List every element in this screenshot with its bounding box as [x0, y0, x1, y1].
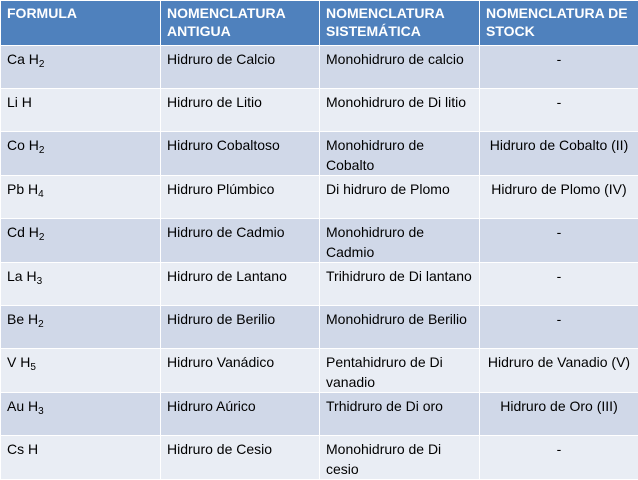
header-row — [1, 1, 638, 46]
nomenclatura-stock-cell: Hidruro de Vanadio (V) — [480, 349, 638, 393]
table-row — [1, 176, 638, 219]
formula-cell — [1, 46, 161, 89]
formula-symbol: Ca H — [7, 51, 39, 67]
formula-symbol: Cs H — [7, 441, 38, 457]
header-formula: FORMULA — [1, 1, 161, 46]
formula-cell — [1, 393, 161, 436]
formula-subscript: 2 — [39, 232, 45, 243]
formula-symbol: V H — [7, 354, 30, 370]
nomenclatura-antigua-cell: Hidruro de Litio — [161, 89, 320, 132]
nomenclatura-stock-cell: - — [480, 263, 638, 306]
formula-symbol: La H — [7, 268, 37, 284]
table-row — [1, 393, 638, 436]
formula-subscript: 2 — [39, 59, 45, 70]
table-row — [1, 89, 638, 132]
nomenclatura-sistematica-cell: Monohidruro de Cadmio — [320, 219, 480, 263]
formula-cell — [1, 176, 161, 219]
formula-symbol: Au H — [7, 398, 38, 414]
table-row — [1, 306, 638, 349]
formula-symbol: Pb H — [7, 181, 38, 197]
nomenclatura-antigua-cell: Hidruro de Cesio — [161, 436, 320, 480]
formula-symbol: Li H — [7, 94, 32, 110]
nomenclatura-antigua-cell: Hidruro Cobaltoso — [161, 132, 320, 176]
nomenclatura-stock-cell: Hidruro de Plomo (IV) — [480, 176, 638, 219]
formula-subscript: 4 — [38, 189, 44, 200]
formula-cell — [1, 219, 161, 263]
nomenclatura-sistematica-cell: Monohidruro de Di litio — [320, 89, 480, 132]
formula-symbol: Cd H — [7, 224, 39, 240]
formula-cell — [1, 132, 161, 176]
table-row — [1, 263, 638, 306]
nomenclatura-antigua-cell: Hidruro de Berilio — [161, 306, 320, 349]
formula-cell — [1, 436, 161, 480]
nomenclatura-antigua-cell: Hidruro Aúrico — [161, 393, 320, 436]
nomenclatura-sistematica-cell: Trhidruro de Di oro — [320, 393, 480, 436]
nomenclatura-stock-cell: - — [480, 306, 638, 349]
formula-cell — [1, 306, 161, 349]
nomenclatura-antigua-cell: Hidruro Vanádico — [161, 349, 320, 393]
formula-subscript: 5 — [30, 362, 36, 373]
nomenclatura-stock-cell: - — [480, 436, 638, 480]
formula-cell — [1, 263, 161, 306]
nomenclatura-antigua-cell: Hidruro de Calcio — [161, 46, 320, 89]
nomenclatura-sistematica-cell: Di hidruro de Plomo — [320, 176, 480, 219]
table-row — [1, 436, 638, 480]
nomenclatura-sistematica-cell: Pentahidruro de Di vanadio — [320, 349, 480, 393]
nomenclatura-stock-cell: Hidruro de Cobalto (II) — [480, 132, 638, 176]
nomenclatura-stock-cell: - — [480, 219, 638, 263]
nomenclatura-sistematica-cell: Monohidruro de Cobalto — [320, 132, 480, 176]
table-row — [1, 132, 638, 176]
header-nomenclatura-stock: NOMENCLATURA DE STOCK — [480, 1, 638, 46]
formula-symbol: Be H — [7, 311, 38, 327]
nomenclatura-antigua-cell: Hidruro Plúmbico — [161, 176, 320, 219]
formula-symbol: Co H — [7, 137, 39, 153]
table-body — [1, 46, 638, 480]
formula-subscript: 3 — [37, 276, 43, 287]
nomenclatura-sistematica-cell: Monohidruro de Di cesio — [320, 436, 480, 480]
nomenclatura-antigua-cell: Hidruro de Cadmio — [161, 219, 320, 263]
table-row — [1, 219, 638, 263]
header-nomenclatura-sistematica: NOMENCLATURA SISTEMÁTICA — [320, 1, 480, 46]
header-nomenclatura-antigua: NOMENCLATURA ANTIGUA — [161, 1, 320, 46]
table-row — [1, 46, 638, 89]
nomenclatura-stock-cell: - — [480, 89, 638, 132]
formula-cell — [1, 89, 161, 132]
formula-subscript: 3 — [38, 406, 44, 417]
nomenclatura-antigua-cell: Hidruro de Lantano — [161, 263, 320, 306]
nomenclatura-sistematica-cell: Trihidruro de Di lantano — [320, 263, 480, 306]
nomenclatura-sistematica-cell: Monohidruro de calcio — [320, 46, 480, 89]
formula-subscript: 2 — [39, 145, 45, 156]
formula-cell — [1, 349, 161, 393]
table-header — [1, 1, 638, 46]
nomenclatura-stock-cell: - — [480, 46, 638, 89]
table-row — [1, 349, 638, 393]
nomenclatura-sistematica-cell: Monohidruro de Berilio — [320, 306, 480, 349]
nomenclatura-stock-cell: Hidruro de Oro (III) — [480, 393, 638, 436]
formula-subscript: 2 — [38, 319, 44, 330]
